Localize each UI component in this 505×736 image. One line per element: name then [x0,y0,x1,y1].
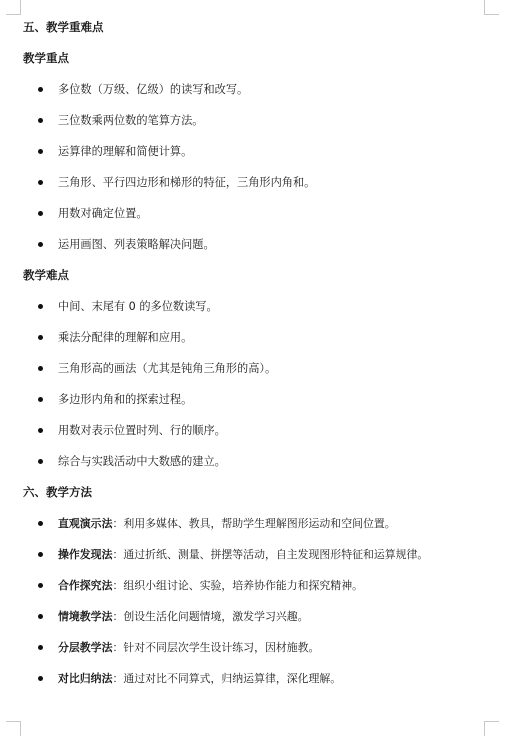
list-item [23,173,493,192]
method-term: 直观演示法 [58,517,113,530]
method-separator: ： [112,579,124,592]
page-corner-mark-bottom-left [6,721,21,736]
bullet-icon [38,242,43,247]
list-item [23,390,493,409]
method-separator: ： [112,548,124,561]
method-description: 利用多媒体、教具，帮助学生理解图形运动和空间位置。 [123,517,396,530]
list-item-text: 三位数乘两位数的笔算方法。 [58,114,204,127]
bullet-icon [38,521,43,526]
subheading-difficult-points: 教学难点 [23,268,69,282]
list-item-text: 运用画图、列表策略解决问题。 [58,238,215,251]
method-description: 针对不同层次学生设计练习，因材施教。 [123,641,320,654]
teaching-methods-list [23,514,493,688]
difficult-points-list [23,297,493,471]
list-item [23,80,493,99]
bullet-icon [38,459,43,464]
list-item [23,545,493,564]
list-item-text: 运算律的理解和简便计算。 [58,145,193,158]
bullet-icon [38,552,43,557]
document-page [23,18,493,700]
method-description: 组织小组讨论、实验，培养协作能力和探究精神。 [123,579,363,592]
list-item-text: 三角形高的画法（尤其是钝角三角形的高）。 [58,362,277,375]
page-corner-mark-bottom-right [484,721,499,736]
bullet-icon [38,335,43,340]
list-item-text: 用数对表示位置时列、行的顺序。 [58,424,226,437]
list-item [23,607,493,626]
list-item-text: 用数对确定位置。 [58,207,148,220]
method-term: 操作发现法 [58,548,113,561]
bullet-icon [38,180,43,185]
list-item-text: 多边形内角和的探索过程。 [58,393,193,406]
page-corner-mark-top-right [484,0,499,15]
list-item-text: 中间、末尾有 0 的多位数读写。 [58,300,218,313]
method-separator: ： [112,672,124,685]
method-term: 分层教学法 [58,641,113,654]
list-item [23,514,493,533]
list-item [23,235,493,254]
bullet-icon [38,118,43,123]
bullet-icon [38,211,43,216]
method-separator: ： [112,517,124,530]
list-item [23,359,493,378]
key-points-list [23,80,493,254]
method-separator: ： [112,641,124,654]
list-item-text: 乘法分配律的理解和应用。 [58,331,193,344]
method-description: 创设生活化问题情境，激发学习兴趣。 [123,610,309,623]
list-item [23,452,493,471]
method-term: 对比归纳法 [58,672,113,685]
bullet-icon [38,304,43,309]
list-item [23,638,493,657]
list-item [23,576,493,595]
bullet-icon [38,676,43,681]
method-description: 通过折纸、测量、拼摆等活动，自主发现图形特征和运算规律。 [123,548,429,561]
method-term: 合作探究法 [58,579,113,592]
bullet-icon [38,428,43,433]
bullet-icon [38,583,43,588]
list-item [23,142,493,161]
list-item-text: 综合与实践活动中大数感的建立。 [58,455,226,468]
bullet-icon [38,87,43,92]
list-item [23,421,493,440]
subheading-key-points: 教学重点 [23,51,69,65]
section-heading-teaching-methods: 六、教学方法 [23,485,92,499]
list-item-text: 多位数（万级、亿级）的读写和改写。 [58,83,249,96]
bullet-icon [38,645,43,650]
list-item [23,297,493,316]
list-item [23,669,493,688]
bullet-icon [38,614,43,619]
list-item-text: 三角形、平行四边形和梯形的特征，三角形内角和。 [58,176,316,189]
bullet-icon [38,397,43,402]
method-term: 情境教学法 [58,610,113,623]
list-item [23,204,493,223]
method-description: 通过对比不同算式，归纳运算律，深化理解。 [123,672,342,685]
bullet-icon [38,149,43,154]
list-item [23,111,493,130]
bullet-icon [38,366,43,371]
method-separator: ： [112,610,124,623]
section-heading-teaching-key-difficult-points: 五、教学重难点 [23,20,104,34]
list-item [23,328,493,347]
page-corner-mark-top-left [6,0,21,15]
